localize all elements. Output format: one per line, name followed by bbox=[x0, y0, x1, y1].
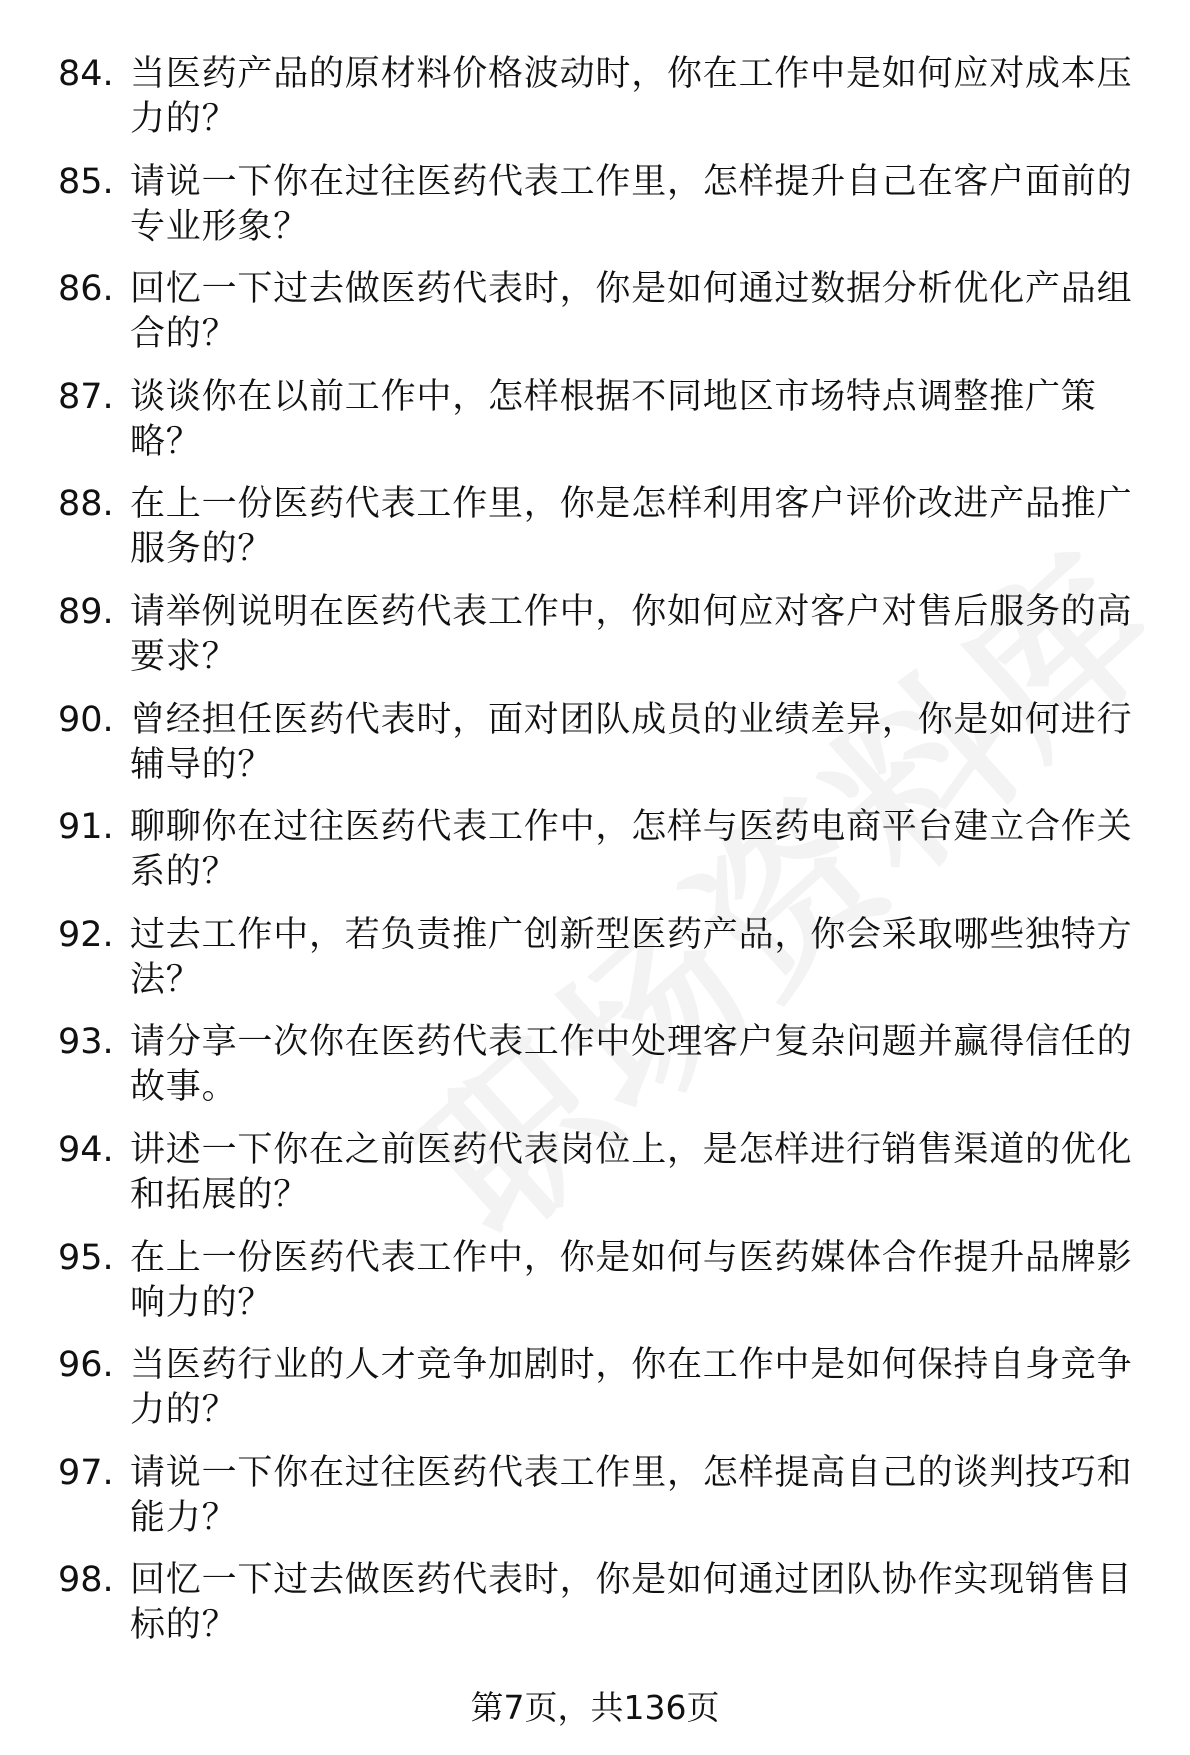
question-text: 谈谈你在以前工作中，怎样根据不同地区市场特点调整推广策略？ bbox=[130, 376, 1097, 462]
question-text: 曾经担任医药代表时，面对团队成员的业绩差异，你是如何进行辅导的？ bbox=[130, 699, 1133, 785]
question-text: 过去工作中，若负责推广创新型医药产品，你会采取哪些独特方法？ bbox=[130, 914, 1133, 1000]
question-item bbox=[0, 913, 1190, 1021]
question-number: 94. bbox=[58, 1129, 114, 1170]
question-text: 在上一份医药代表工作中，你是如何与医药媒体合作提升品牌影响力的？ bbox=[130, 1237, 1133, 1323]
question-text: 当医药产品的原材料价格波动时，你在工作中是如何应对成本压力的？ bbox=[130, 54, 1133, 139]
question-number: 93. bbox=[58, 1022, 114, 1063]
question-item bbox=[0, 375, 1190, 483]
question-number: 89. bbox=[58, 591, 114, 632]
question-number: 97. bbox=[58, 1452, 114, 1493]
question-item bbox=[0, 1128, 1190, 1236]
page-footer bbox=[0, 1688, 1190, 1728]
question-number: 91. bbox=[58, 807, 114, 848]
question-item bbox=[0, 267, 1190, 375]
question-number: 86. bbox=[58, 269, 114, 310]
question-item bbox=[0, 52, 1190, 160]
question-item bbox=[0, 590, 1190, 698]
page-number-label: 第7页，共136页 bbox=[470, 1688, 720, 1727]
question-text: 在上一份医药代表工作里，你是怎样利用客户评价改进产品推广服务的？ bbox=[130, 484, 1133, 570]
question-text: 请说一下你在过往医药代表工作里，怎样提高自己的谈判技巧和能力？ bbox=[130, 1452, 1133, 1538]
question-text: 请分享一次你在医药代表工作中处理客户复杂问题并赢得信任的故事。 bbox=[130, 1022, 1133, 1108]
question-item bbox=[0, 482, 1190, 590]
question-text: 聊聊你在过往医药代表工作中，怎样与医药电商平台建立合作关系的？ bbox=[130, 807, 1133, 893]
question-item bbox=[0, 1451, 1190, 1559]
question-text: 讲述一下你在之前医药代表岗位上，是怎样进行销售渠道的优化和拓展的？ bbox=[130, 1129, 1133, 1215]
question-item bbox=[0, 1343, 1190, 1451]
question-number: 90. bbox=[58, 699, 114, 740]
question-number: 84. bbox=[58, 54, 114, 94]
question-number: 98. bbox=[58, 1560, 114, 1601]
question-item bbox=[0, 1558, 1190, 1666]
question-number: 95. bbox=[58, 1237, 114, 1278]
question-text: 当医药行业的人才竞争加剧时，你在工作中是如何保持自身竞争力的？ bbox=[130, 1345, 1133, 1431]
question-text: 回忆一下过去做医药代表时，你是如何通过团队协作实现销售目标的？ bbox=[130, 1560, 1133, 1646]
question-number: 85. bbox=[58, 161, 114, 202]
question-item bbox=[0, 805, 1190, 913]
question-item bbox=[0, 698, 1190, 806]
question-number: 92. bbox=[58, 914, 114, 955]
question-text: 请举例说明在医药代表工作中，你如何应对客户对售后服务的高要求？ bbox=[130, 591, 1133, 677]
question-number: 87. bbox=[58, 376, 114, 417]
question-number: 96. bbox=[58, 1345, 114, 1386]
question-item bbox=[0, 160, 1190, 268]
question-item bbox=[0, 1020, 1190, 1128]
question-item bbox=[0, 1236, 1190, 1344]
question-list bbox=[0, 52, 1190, 1666]
question-text: 请说一下你在过往医药代表工作里，怎样提升自己在客户面前的专业形象？ bbox=[130, 161, 1133, 247]
question-text: 回忆一下过去做医药代表时，你是如何通过数据分析优化产品组合的？ bbox=[130, 269, 1133, 355]
question-number: 88. bbox=[58, 484, 114, 525]
